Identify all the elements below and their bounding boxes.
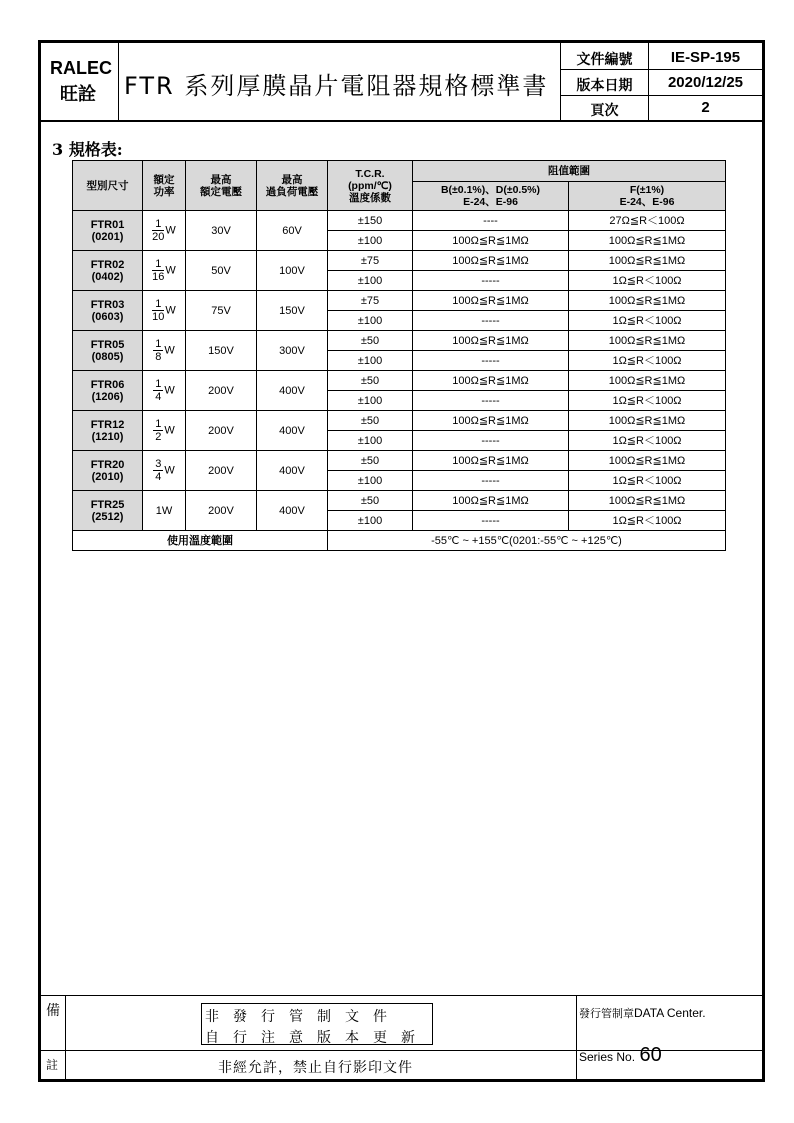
range-b-cell: 100Ω≦R≦1MΩ bbox=[413, 411, 569, 431]
max-voltage-cell: 75V bbox=[186, 291, 257, 331]
range-f-cell: 1Ω≦R＜100Ω bbox=[569, 511, 726, 531]
range-f-cell: 100Ω≦R≦1MΩ bbox=[569, 331, 726, 351]
max-voltage-cell: 200V bbox=[186, 491, 257, 531]
rated-power-unit: W bbox=[164, 344, 175, 357]
table-row bbox=[73, 251, 726, 271]
rated-power-cell bbox=[143, 491, 186, 531]
max-voltage-cell: 150V bbox=[186, 331, 257, 371]
range-f-cell: 100Ω≦R≦1MΩ bbox=[569, 251, 726, 271]
max-overload-cell: 100V bbox=[257, 251, 328, 291]
max-overload-cell: 300V bbox=[257, 331, 328, 371]
range-f-cell: 100Ω≦R≦1MΩ bbox=[569, 231, 726, 251]
range-b-cell: ----- bbox=[413, 391, 569, 411]
range-b-cell: 100Ω≦R≦1MΩ bbox=[413, 491, 569, 511]
copy-warning: 非經允許，禁止自行影印文件 bbox=[218, 1060, 413, 1076]
table-row bbox=[73, 371, 726, 391]
model-code: FTR05 bbox=[90, 338, 125, 351]
rated-power-unit: W bbox=[165, 224, 176, 237]
range-f-cell: 1Ω≦R＜100Ω bbox=[569, 431, 726, 451]
section-heading bbox=[52, 137, 123, 160]
max-overload-cell: 400V bbox=[257, 371, 328, 411]
tcr-cell: ±100 bbox=[328, 391, 413, 411]
model-size: (1206) bbox=[91, 390, 124, 403]
header-rated-power: 額定 功率 bbox=[143, 161, 186, 211]
rated-power-unit: W bbox=[165, 304, 176, 317]
rated-power-cell bbox=[143, 331, 186, 371]
temp-range-value: -55℃ ~ +155℃(0201:-55℃ ~ +125℃) bbox=[328, 531, 726, 551]
page-label: 頁次 bbox=[590, 103, 619, 119]
model-size: (0201) bbox=[91, 230, 124, 243]
model-cell bbox=[73, 491, 143, 531]
table-row bbox=[73, 411, 726, 431]
tcr-cell: ±100 bbox=[328, 271, 413, 291]
max-voltage-cell: 200V bbox=[186, 411, 257, 451]
tcr-cell: ±75 bbox=[328, 251, 413, 271]
rated-power-cell bbox=[143, 251, 186, 291]
range-f-cell: 1Ω≦R＜100Ω bbox=[569, 351, 726, 371]
rated-power-cell bbox=[143, 451, 186, 491]
range-b-cell: 100Ω≦R≦1MΩ bbox=[413, 371, 569, 391]
model-size: (0805) bbox=[91, 350, 124, 363]
max-overload-cell: 60V bbox=[257, 211, 328, 251]
model-code: FTR02 bbox=[90, 258, 125, 271]
header-tcr: T.C.R. (ppm/℃) 溫度係數 bbox=[328, 161, 413, 211]
range-f-cell: 1Ω≦R＜100Ω bbox=[569, 271, 726, 291]
max-overload-cell: 400V bbox=[257, 451, 328, 491]
table-row bbox=[73, 491, 726, 511]
model-cell bbox=[73, 291, 143, 331]
range-b-cell: 100Ω≦R≦1MΩ bbox=[413, 451, 569, 471]
range-f-cell: 100Ω≦R≦1MΩ bbox=[569, 451, 726, 471]
model-code: FTR12 bbox=[90, 418, 125, 431]
footer-top-rule bbox=[41, 995, 762, 996]
range-f-cell: 27Ω≦R＜100Ω bbox=[569, 211, 726, 231]
footer-divider-left bbox=[65, 995, 66, 1079]
rated-power-fraction: $\frac{1}{16}$ bbox=[152, 258, 165, 283]
rated-power-fraction: $\frac{1}{20}$ bbox=[152, 218, 165, 243]
max-overload-cell: 150V bbox=[257, 291, 328, 331]
range-f-cell: 100Ω≦R≦1MΩ bbox=[569, 411, 726, 431]
header-divider-logo bbox=[118, 43, 119, 120]
rated-power: 1W bbox=[155, 504, 173, 517]
header-range-b: B(±0.1%)、D(±0.5%) E-24、E-96 bbox=[413, 182, 569, 211]
document-title: FTR 系列厚膜晶片電阻器規格標準書 bbox=[124, 72, 549, 100]
doc-number: IE-SP-195 bbox=[670, 49, 741, 66]
range-b-cell: 100Ω≦R≦1MΩ bbox=[413, 231, 569, 251]
table-row bbox=[73, 211, 726, 231]
frame-shadow-right bbox=[762, 44, 763, 1080]
tcr-cell: ±100 bbox=[328, 471, 413, 491]
tcr-cell: ±100 bbox=[328, 511, 413, 531]
model-size: (0402) bbox=[91, 270, 124, 283]
model-cell bbox=[73, 211, 143, 251]
tcr-cell: ±50 bbox=[328, 331, 413, 351]
header-max-voltage: 最高 額定電壓 bbox=[186, 161, 257, 211]
tcr-cell: ±100 bbox=[328, 351, 413, 371]
rated-power-unit: W bbox=[165, 264, 176, 277]
temp-range-label: 使用溫度範圍 bbox=[73, 531, 328, 551]
temp-range-row bbox=[73, 531, 726, 551]
range-f-cell: 100Ω≦R≦1MΩ bbox=[569, 371, 726, 391]
max-voltage-cell: 200V bbox=[186, 451, 257, 491]
table-row bbox=[73, 451, 726, 471]
rated-power-cell bbox=[143, 371, 186, 411]
section-number: 3 bbox=[52, 140, 64, 159]
range-f-cell: 1Ω≦R＜100Ω bbox=[569, 391, 726, 411]
range-b-cell: ----- bbox=[413, 431, 569, 451]
uncontrolled-notice-line2: 自行注意版本更新 bbox=[205, 1030, 429, 1046]
rated-power-cell bbox=[143, 211, 186, 251]
series-value: 60 bbox=[639, 1044, 662, 1066]
model-code: FTR01 bbox=[90, 218, 125, 231]
tcr-cell: ±100 bbox=[328, 231, 413, 251]
header-range-f: F(±1%) E-24、E-96 bbox=[569, 182, 726, 211]
rated-power-unit: W bbox=[164, 384, 175, 397]
model-cell bbox=[73, 331, 143, 371]
model-code: FTR20 bbox=[90, 458, 125, 471]
range-b-cell: ----- bbox=[413, 351, 569, 371]
tcr-cell: ±50 bbox=[328, 411, 413, 431]
issuer-label-en: DATA Center. bbox=[634, 1006, 706, 1020]
rated-power-fraction: $\frac{1}{4}$ bbox=[155, 378, 162, 403]
page-number: 2 bbox=[701, 99, 710, 116]
header-range: 阻值範圍 bbox=[413, 161, 726, 182]
model-code: FTR06 bbox=[90, 378, 125, 391]
range-f-cell: 1Ω≦R＜100Ω bbox=[569, 471, 726, 491]
doc-number-label: 文件編號 bbox=[576, 52, 633, 68]
max-overload-cell: 400V bbox=[257, 491, 328, 531]
rated-power-fraction: $\frac{1}{2}$ bbox=[155, 418, 162, 443]
issuer-label-cn: 發行管制章 bbox=[579, 1007, 634, 1020]
frame-shadow-bottom bbox=[42, 1079, 763, 1080]
max-overload-cell: 400V bbox=[257, 411, 328, 451]
tcr-cell: ±75 bbox=[328, 291, 413, 311]
range-b-cell: ----- bbox=[413, 311, 569, 331]
tcr-cell: ±50 bbox=[328, 491, 413, 511]
max-voltage-cell: 200V bbox=[186, 371, 257, 411]
series-label: Series No. bbox=[579, 1050, 636, 1064]
header-meta-rule-1 bbox=[560, 69, 762, 70]
model-cell bbox=[73, 251, 143, 291]
range-f-cell: 100Ω≦R≦1MΩ bbox=[569, 491, 726, 511]
range-f-cell: 100Ω≦R≦1MΩ bbox=[569, 291, 726, 311]
rated-power-unit: W bbox=[164, 464, 175, 477]
range-b-cell: ----- bbox=[413, 471, 569, 491]
model-size: (1210) bbox=[91, 430, 124, 443]
model-code: FTR03 bbox=[90, 298, 125, 311]
range-b-cell: 100Ω≦R≦1MΩ bbox=[413, 291, 569, 311]
range-b-cell: 100Ω≦R≦1MΩ bbox=[413, 331, 569, 351]
table-row bbox=[73, 291, 726, 311]
rated-power-unit: W bbox=[164, 424, 175, 437]
section-title: 規格表: bbox=[68, 140, 123, 159]
rated-power-cell bbox=[143, 411, 186, 451]
header-model: 型別尺寸 bbox=[73, 161, 143, 211]
uncontrolled-notice-line1: 非發行管制文件 bbox=[205, 1009, 401, 1025]
spec-table bbox=[72, 160, 726, 551]
model-code: FTR25 bbox=[90, 498, 125, 511]
model-size: (0603) bbox=[91, 310, 124, 323]
table-row bbox=[73, 331, 726, 351]
model-size: (2512) bbox=[91, 510, 124, 523]
issuer-stamp-label bbox=[579, 1005, 706, 1021]
model-cell bbox=[73, 411, 143, 451]
company-name-en: RALEC bbox=[50, 58, 112, 78]
remarks-label-top: 備 bbox=[46, 1003, 60, 1019]
tcr-cell: ±100 bbox=[328, 431, 413, 451]
range-b-cell: ---- bbox=[413, 211, 569, 231]
model-size: (2010) bbox=[91, 470, 124, 483]
tcr-cell: ±100 bbox=[328, 311, 413, 331]
range-f-cell: 1Ω≦R＜100Ω bbox=[569, 311, 726, 331]
tcr-cell: ±150 bbox=[328, 211, 413, 231]
range-b-cell: ----- bbox=[413, 511, 569, 531]
tcr-cell: ±50 bbox=[328, 451, 413, 471]
rated-power-cell bbox=[143, 291, 186, 331]
rated-power-fraction: $\frac{1}{10}$ bbox=[152, 298, 165, 323]
model-cell bbox=[73, 451, 143, 491]
footer-divider-right bbox=[576, 995, 577, 1079]
max-voltage-cell: 30V bbox=[186, 211, 257, 251]
table-header-row bbox=[73, 161, 726, 182]
remarks-label-bottom: 註 bbox=[46, 1058, 59, 1072]
company-name-cn: 旺詮 bbox=[60, 84, 96, 105]
header-bottom-rule bbox=[41, 120, 762, 122]
rated-power-fraction: $\frac{1}{8}$ bbox=[155, 338, 162, 363]
range-b-cell: 100Ω≦R≦1MΩ bbox=[413, 251, 569, 271]
header-meta-rule-2 bbox=[560, 95, 762, 96]
model-cell bbox=[73, 371, 143, 411]
header-max-overload: 最高 過負荷電壓 bbox=[257, 161, 328, 211]
range-b-cell: ----- bbox=[413, 271, 569, 291]
rated-power-fraction: $\frac{3}{4}$ bbox=[155, 458, 162, 483]
version-date: 2020/12/25 bbox=[667, 74, 744, 91]
max-voltage-cell: 50V bbox=[186, 251, 257, 291]
version-date-label: 版本日期 bbox=[576, 78, 633, 94]
series-number bbox=[579, 1044, 662, 1067]
tcr-cell: ±50 bbox=[328, 371, 413, 391]
